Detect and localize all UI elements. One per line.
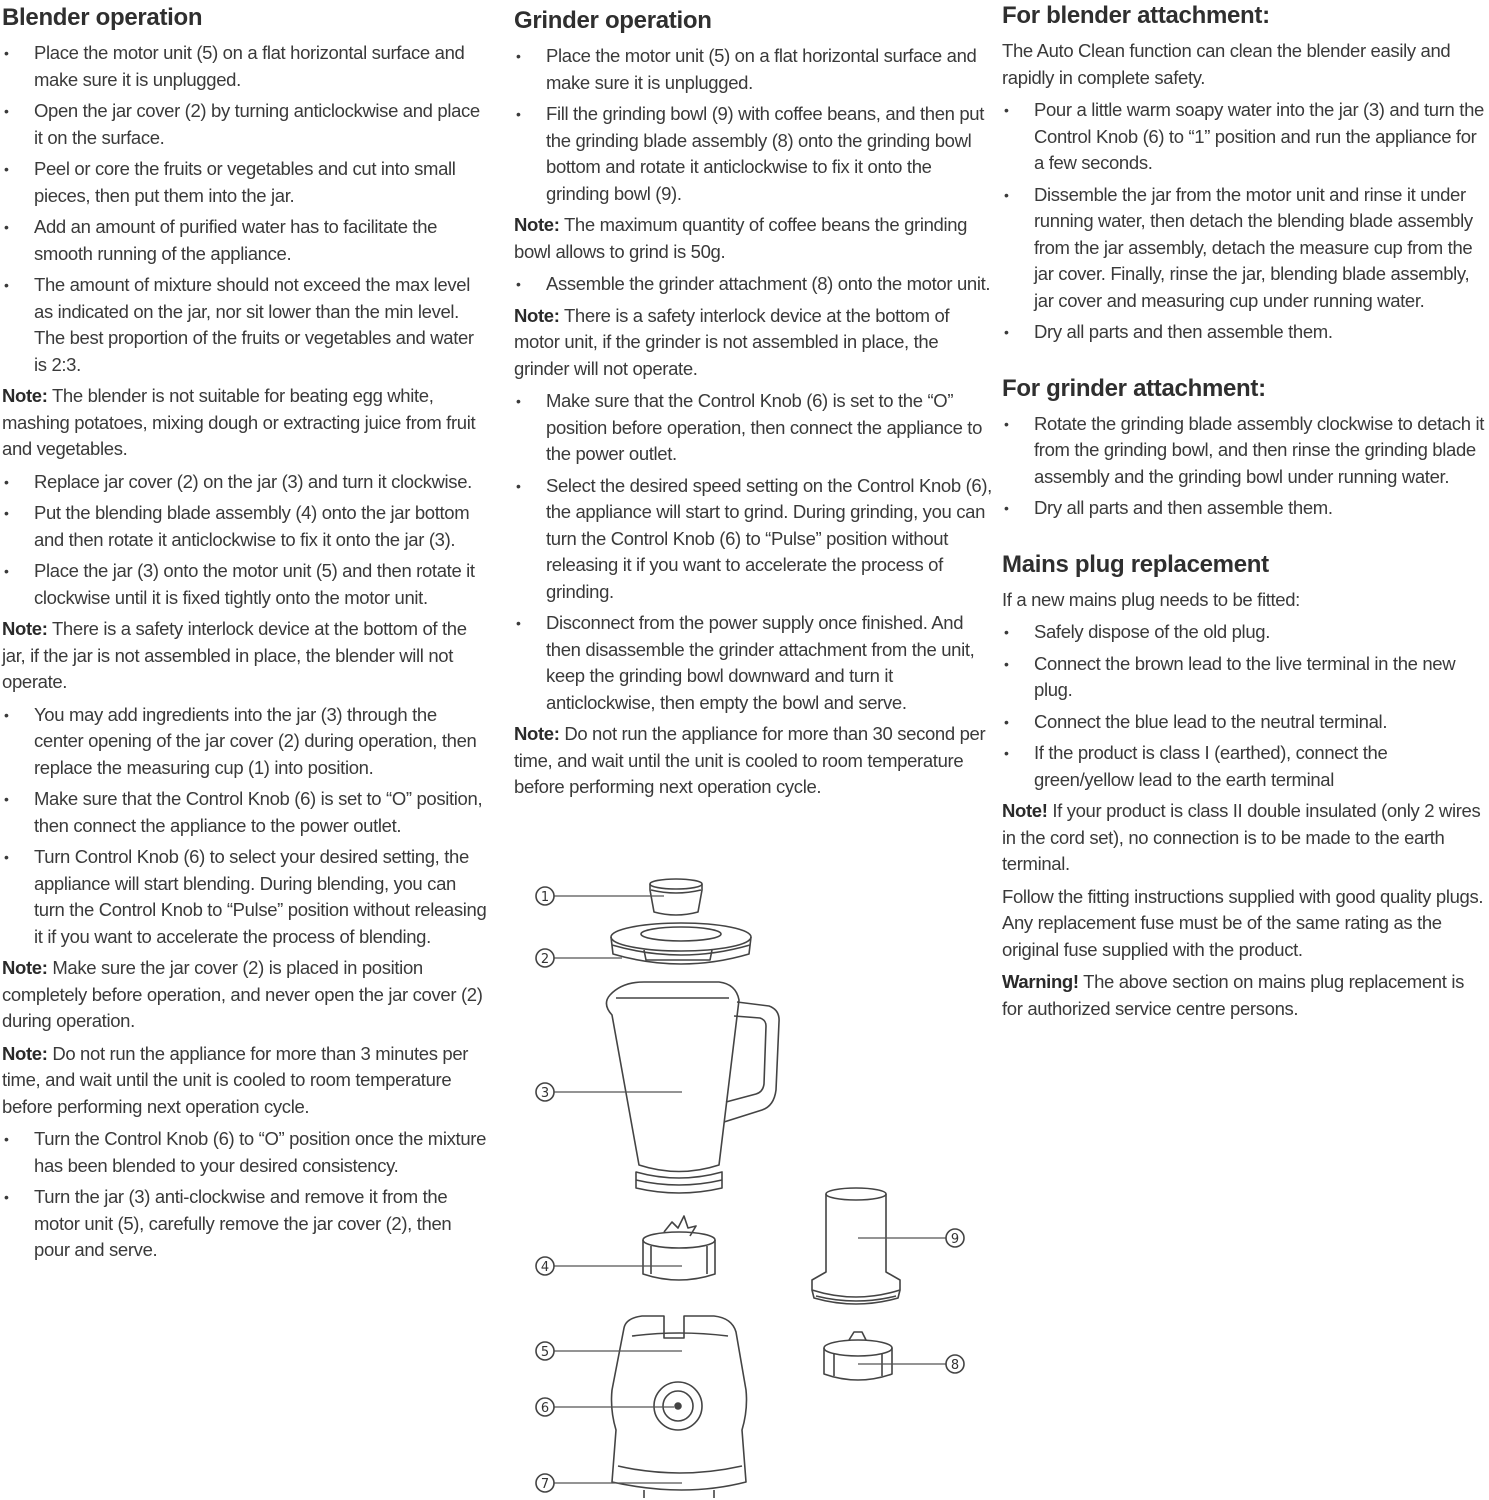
note-paragraph (2, 955, 488, 1035)
paragraph: The Auto Clean function can clean the blender easily and rapidly in complete safety. (1002, 40, 1451, 88)
column-middle (514, 0, 996, 807)
grinding-bowl-illustration (812, 1188, 900, 1304)
blender-jar-illustration (606, 982, 779, 1193)
bullet-item: • Fill the grinding bowl (9) with coffee beans, and then put the grinding blade assembly (8) onto the grinding bowl bottom and rotate it anticlockwise to fix it onto the grinding bowl (9). (514, 101, 996, 207)
svg-text:3: 3 (540, 1086, 550, 1101)
column-right (1002, 0, 1488, 1028)
callout-8 (946, 1355, 964, 1373)
note-label: Warning! (1002, 971, 1079, 992)
section-title: For grinder attachment: (1002, 374, 1266, 402)
note-label: Note: (514, 214, 560, 235)
callout-labels (536, 887, 964, 1492)
bullet-list (2, 702, 488, 951)
grinder-attachment-content (1002, 411, 1488, 522)
spacer (1002, 351, 1488, 371)
note-label: Note: (2, 957, 48, 978)
section-title: Mains plug replacement (1002, 550, 1269, 578)
bullet-item: • Connect the blue lead to the neutral terminal. (1002, 709, 1488, 736)
note-paragraph (2, 616, 488, 696)
bullet-item: • Peel or core the fruits or vegetables and cut into small pieces, then put them into the jar. (2, 156, 488, 209)
svg-text:8: 8 (950, 1358, 960, 1373)
note-text: The above section on mains plug replacement is for authorized service centre persons. (1002, 971, 1464, 1019)
note-text: Do not run the appliance for more than 30 second per time, and wait until the unit is cooled to room temperature before performing next operation cycle. (514, 723, 986, 797)
note-text: There is a safety interlock device at the bottom of motor unit, if the grinder is not assembled in place, the grinder will not operate. (514, 304, 950, 379)
blender-operation-section (2, 2, 488, 1264)
paragraph: Follow the fitting instructions supplied with good quality plugs. Any replacement fuse must be of the same rating as the original fuse supplied with the product. (1002, 885, 1484, 960)
leader-lines (554, 896, 946, 1483)
note-label: Note! (1002, 800, 1048, 821)
bullet-item: • Connect the brown lead to the live terminal in the new plug. (1002, 651, 1488, 704)
bullet-list (1002, 97, 1488, 346)
callout-9 (946, 1229, 964, 1247)
bullet-item: • Open the jar cover (2) by turning anticlockwise and place it on the surface. (2, 98, 488, 151)
grinder-blade-illustration (824, 1332, 892, 1380)
bullet-item: • Replace jar cover (2) on the jar (3) and turn it clockwise. (2, 469, 488, 496)
bullet-item: • Safely dispose of the old plug. (1002, 619, 1488, 646)
bullet-item: • The amount of mixture should not exceed the max level as indicated on the jar, nor sit lower than the min level. The best proportion of the fruits or vegetables and water is 2:3. (2, 272, 488, 378)
callout-2 (536, 949, 554, 967)
bullet-item: • Rotate the grinding blade assembly clockwise to detach it from the grinding bowl, and then rinse the grinding blade assembly and the grinding bowl under running water. (1002, 411, 1488, 491)
bullet-item: • Place the jar (3) onto the motor unit (5) and then rotate it clockwise until it is fixed tightly onto the motor unit. (2, 558, 488, 611)
bullet-item: • Turn the Control Knob (6) to “O” position once the mixture has been blended to your desired consistency. (2, 1126, 488, 1179)
bullet-list (514, 388, 996, 716)
svg-text:4: 4 (540, 1260, 550, 1275)
blender-attachment-content (1002, 38, 1488, 346)
note-paragraph (1002, 798, 1488, 878)
section-title: Blender operation (2, 4, 203, 31)
bullet-list (2, 469, 488, 612)
svg-text:2: 2 (540, 952, 550, 967)
measuring-cup-illustration (650, 879, 702, 915)
bullet-item: • Turn Control Knob (6) to select your desired setting, the appliance will start blending. During blending, you can turn the Control Knob to “Pulse” position without releasing it if you want to accelerate the process of blending. (2, 844, 488, 950)
bullet-list (514, 43, 996, 207)
bullet-item: • Make sure that the Control Knob (6) is set to “O” position, then connect the appliance to the power outlet. (2, 786, 488, 839)
note-paragraph (1002, 969, 1488, 1022)
bullet-list (2, 40, 488, 378)
paragraph: If a new mains plug needs to be fitted: (1002, 588, 1300, 610)
bullet-item: • Put the blending blade assembly (4) onto the jar bottom and then rotate it anticlockwise to fix it onto the jar (3). (2, 500, 488, 553)
spacer (1002, 527, 1488, 547)
section-title: For blender attachment: (1002, 2, 1270, 29)
note-paragraph (2, 383, 488, 463)
mains-plug-section (1002, 549, 1488, 1023)
svg-text:5: 5 (540, 1345, 550, 1360)
jar-cover-illustration (611, 923, 751, 964)
parts-diagram (514, 870, 994, 1500)
section-title: Grinder operation (514, 7, 712, 34)
svg-text:7: 7 (540, 1477, 550, 1492)
note-text: If your product is class II double insulated (only 2 wires in the cord set), no connection is to be made to the earth terminal. (1002, 800, 1481, 874)
note-label: Note: (514, 304, 560, 326)
note-label: Note: (2, 385, 48, 406)
callout-7 (536, 1474, 554, 1492)
note-label: Note: (2, 1042, 48, 1064)
bullet-item: • Turn the jar (3) anti-clockwise and remove it from the motor unit (5), carefully remove the jar cover (2), then pour and serve. (2, 1184, 488, 1264)
bullet-item: • You may add ingredients into the jar (3) through the center opening of the jar cover (2) during operation, then replace the measuring cup (1) into position. (2, 702, 488, 782)
callout-4 (536, 1257, 554, 1275)
bullet-item: • Place the motor unit (5) on a flat horizontal surface and make sure it is unplugged. (514, 43, 996, 96)
bullet-list (1002, 619, 1488, 793)
bullet-list (2, 1126, 488, 1264)
bullet-item: • Pour a little warm soapy water into the jar (3) and turn the Control Knob (6) to “1” position and run the appliance for a few seconds. (1002, 97, 1488, 177)
bullet-item: • Disconnect from the power supply once finished. And then disassemble the grinder attachment from the unit, keep the grinding bowl downward and turn it anticlockwise, then empty the bowl and serve. (514, 610, 996, 716)
svg-text:6: 6 (540, 1401, 550, 1416)
note-text: Make sure the jar cover (2) is placed in position completely before operation, and never open the jar cover (2) during operation. (2, 957, 483, 1031)
bullet-item: • Make sure that the Control Knob (6) is set to the “O” position before operation, then connect the appliance to the power outlet. (514, 388, 996, 468)
note-paragraph (514, 721, 996, 801)
svg-text:1: 1 (540, 890, 550, 905)
bullet-item: • Dry all parts and then assemble them. (1002, 495, 1488, 522)
bullet-item: • Assemble the grinder attachment (8) onto the motor unit. (514, 271, 996, 298)
note-text: Do not run the appliance for more than 3 minutes per time, and wait until the unit is cooled to room temperature before performing next operation cycle. (2, 1042, 469, 1117)
bullet-item: • If the product is class I (earthed), connect the green/yellow lead to the earth terminal (1002, 740, 1488, 793)
blender-operation-content (2, 40, 488, 1264)
note-paragraph (2, 1041, 488, 1121)
column-left (2, 0, 488, 1269)
note-text: The maximum quantity of coffee beans the grinding bowl allows to grind is 50g. (514, 214, 968, 262)
note-paragraph (514, 212, 996, 265)
bullet-item: • Place the motor unit (5) on a flat horizontal surface and make sure it is unplugged. (2, 40, 488, 93)
note-text: The blender is not suitable for beating egg white, mashing potatoes, mixing dough or extracting juice from fruit and vegetables. (2, 385, 476, 459)
mains-plug-content (1002, 587, 1488, 1023)
callout-1 (536, 887, 554, 905)
bullet-item: • Add an amount of purified water has to facilitate the smooth running of the appliance. (2, 214, 488, 267)
blade-assembly-illustration (643, 1216, 715, 1280)
bullet-item: • Dry all parts and then assemble them. (1002, 319, 1488, 346)
callout-3 (536, 1083, 554, 1101)
svg-text:9: 9 (950, 1232, 960, 1247)
note-label: Note: (2, 618, 48, 639)
note-paragraph (514, 303, 996, 383)
grinder-operation-content (514, 43, 996, 801)
callout-5 (536, 1342, 554, 1360)
bullet-item: • Dissemble the jar from the motor unit and rinse it under running water, then detach the blending blade assembly from the jar assembly, detach the measure cup from the jar cover. Finally, rinse the jar, blending blade assembly, jar cover and measuring cup under running water. (1002, 182, 1488, 315)
callout-6 (536, 1398, 554, 1416)
bullet-list (514, 271, 996, 298)
bullet-item: • Select the desired speed setting on the Control Knob (6), the appliance will start to grind. During grinding, you can turn the Control Knob (6) to “Pulse” position without releasing it if you want to accelerate the process of grinding. (514, 473, 996, 606)
note-text: There is a safety interlock device at the bottom of the jar, if the jar is not assembled in place, the blender will not operate. (2, 618, 467, 692)
note-label: Note: (514, 723, 560, 744)
blender-attachment-section (1002, 0, 1488, 346)
grinder-operation-section (514, 5, 996, 801)
bullet-list (1002, 411, 1488, 522)
grinder-attachment-section (1002, 373, 1488, 522)
